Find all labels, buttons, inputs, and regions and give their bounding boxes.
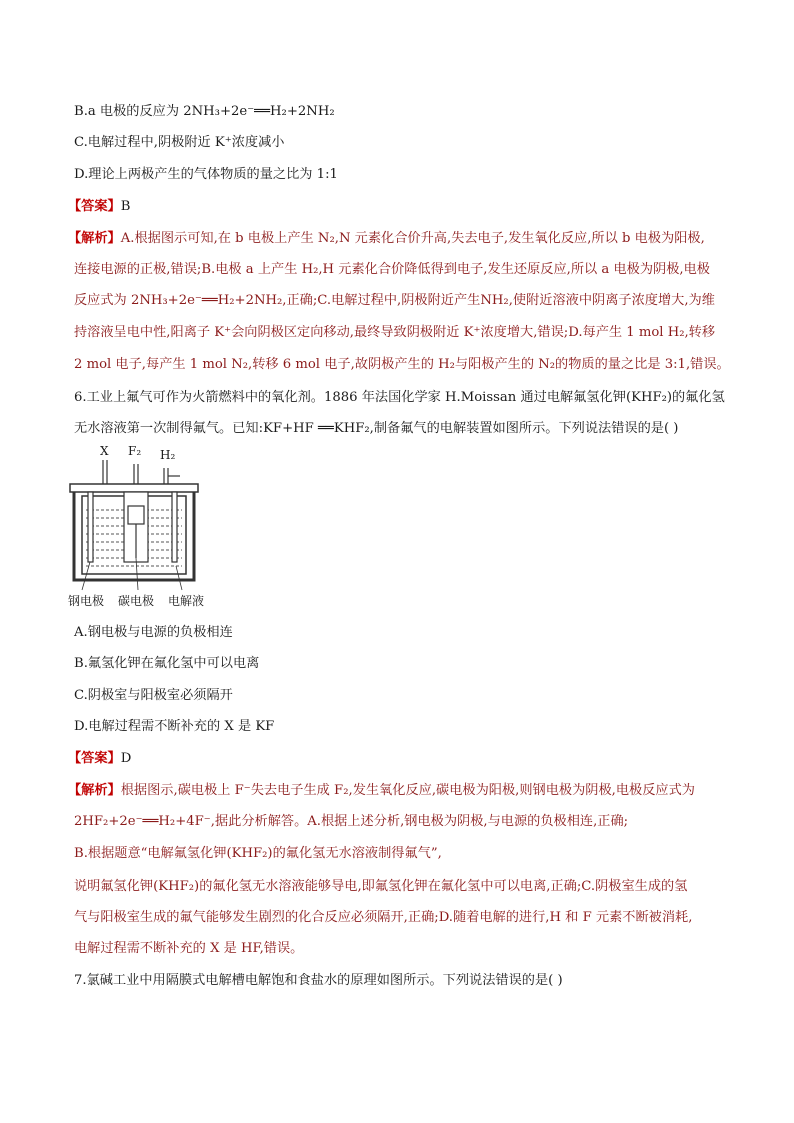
analysis-6-line-6: 电解过程需不断补充的 X 是 HF,错误。 [74, 941, 304, 956]
option-d-prev: D.理论上两极产生的气体物质的量之比为 1:1 [74, 167, 338, 182]
analysis-text: 根据图示,碳电极上 F⁻失去电子生成 F₂,发生氧化反应,碳电极为阳极,则钢电极为阴极,电极反应式为 [120, 783, 695, 798]
option-b-prev: B.a 电极的反应为 2NH₃+2e⁻══H₂+2NH₂ [74, 104, 335, 119]
option-6a: A.钢电极与电源的负极相连 [74, 625, 233, 640]
label-electrolyte: 电解液 [168, 594, 205, 608]
answer-6 [68, 750, 131, 768]
analysis-6-line-2: 2HF₂+2e⁻══H₂+4F⁻,据此分析解答。A.根据上述分析,钢电极为阴极,与电源的负极相连,正确; [74, 814, 629, 829]
analysis-6-line-5: 气与阳极室生成的氟气能够发生剧烈的化合反应必须隔开,正确;D.随着电解的进行,H 和 F 元素不断被消耗, [74, 910, 693, 925]
label-carbon-electrode: 碳电极 [118, 594, 155, 608]
label-h2: H₂ [160, 448, 176, 462]
question-6-stem-1: 6.工业上氟气可作为火箭燃料中的氧化剂。1886 年法国化学家 H.Moissan 通过电解氟氢化钾(KHF₂)的氟化氢 [74, 390, 725, 405]
option-6d: D.电解过程需不断补充的 X 是 KF [74, 719, 275, 734]
analysis-5-line-2: 连接电源的正极,错误;B.电极 a 上产生 H₂,H 元素化合价降低得到电子,发生还原反应,所以 a 电极为阴极,电极 [74, 262, 710, 277]
answer-value: D [120, 751, 132, 766]
apparatus-drawing [68, 448, 208, 610]
question-7-stem: 7.氯碱工业中用隔膜式电解槽电解饱和食盐水的原理如图所示。下列说法错误的是( ) [74, 973, 563, 988]
analysis-tag: 【解析】 [68, 783, 121, 798]
analysis-5-line-4: 持溶液呈电中性,阳离子 K⁺会向阴极区定向移动,最终导致阴极附近 K⁺浓度增大,错误;D.每产生 1 mol H₂,转移 [74, 325, 716, 340]
analysis-5-line-3: 反应式为 2NH₃+2e⁻══H₂+2NH₂,正确;C.电解过程中,阴极附近产生NH₂,使附近溶液中阴离子浓度增大,为维 [74, 293, 715, 308]
electrolysis-apparatus-figure [68, 444, 208, 610]
analysis-5-line-1 [68, 230, 705, 248]
analysis-6-line-3: B.根据题意“电解氟氢化钾(KHF₂)的氟化氢无水溶液制得氟气”, [74, 846, 442, 861]
analysis-6-line-4: 说明氟氢化钾(KHF₂)的氟化氢无水溶液能够导电,即氟氢化钾在氟化氢中可以电离,正确;C.阴极室生成的氢 [74, 879, 688, 894]
analysis-tag: 【解析】 [68, 231, 121, 246]
analysis-6-line-1 [68, 782, 695, 800]
answer-5 [68, 198, 130, 216]
label-steel-electrode: 钢电极 [68, 594, 105, 608]
label-x: X [100, 444, 109, 458]
answer-value: B [120, 199, 131, 214]
option-6c: C.阴极室与阳极室必须隔开 [74, 688, 233, 703]
option-c-prev: C.电解过程中,阴极附近 K⁺浓度减小 [74, 135, 285, 150]
answer-tag: 【答案】 [68, 199, 121, 214]
label-f2: F₂ [128, 444, 142, 458]
analysis-5-line-5: 2 mol 电子,每产生 1 mol N₂,转移 6 mol 电子,故阴极产生的 H₂与阳极产生的 N₂的物质的量之比是 3:1,错误。 [74, 357, 730, 372]
question-6-stem-2: 无水溶液第一次制得氟气。已知:KF+HF ══KHF₂,制备氟气的电解装置如图所示。下列说法错误的是( ) [74, 421, 679, 436]
option-6b: B.氟氢化钾在氟化氢中可以电离 [74, 656, 260, 671]
answer-tag: 【答案】 [68, 751, 121, 766]
analysis-text: A.根据图示可知,在 b 电极上产生 N₂,N 元素化合价升高,失去电子,发生氧化反应,所以 b 电极为阳极, [120, 231, 705, 246]
